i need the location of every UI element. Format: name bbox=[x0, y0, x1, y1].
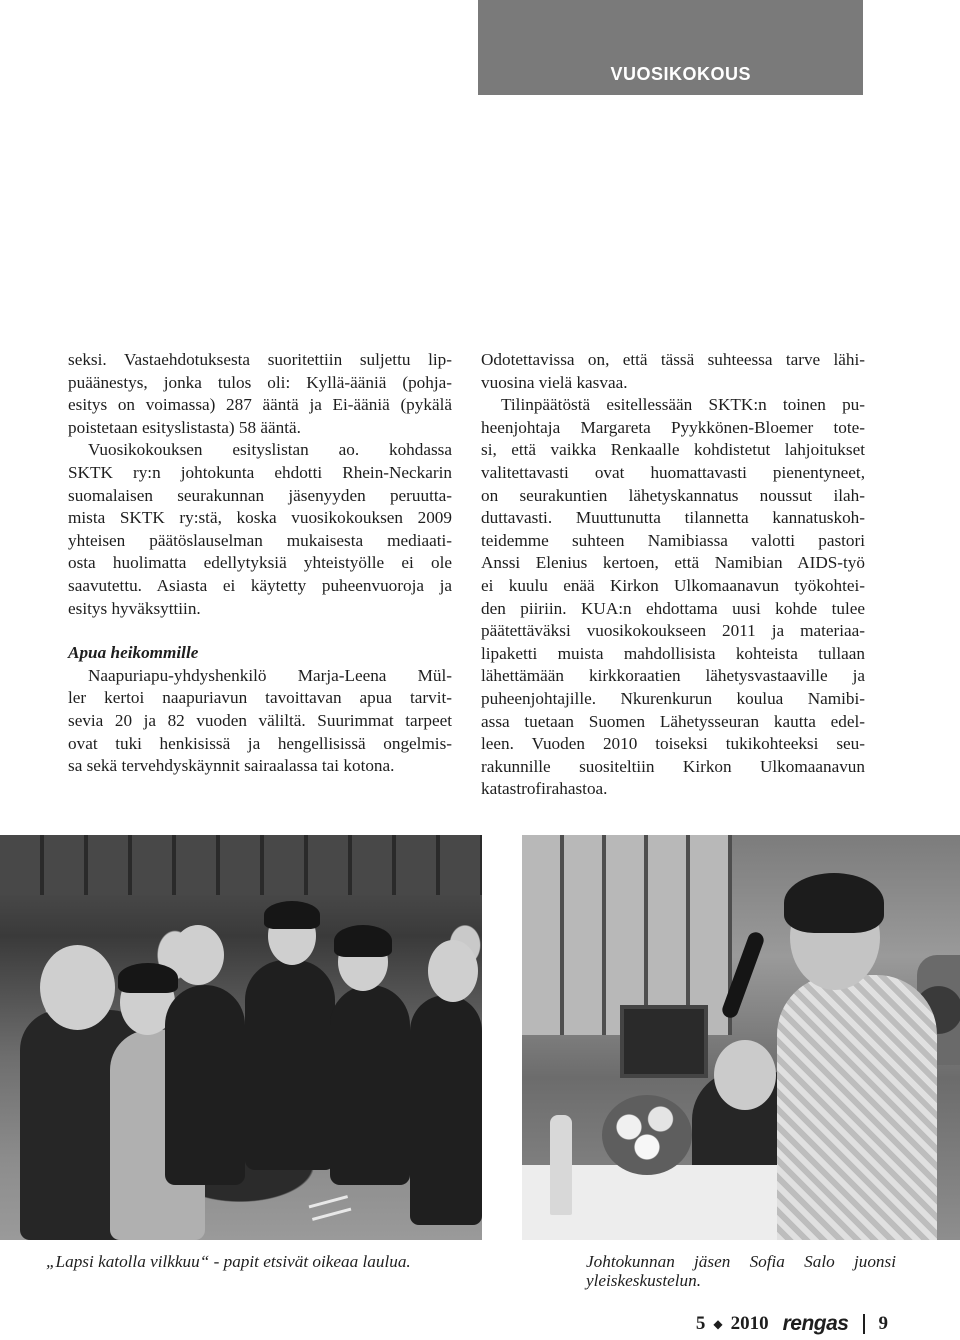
text-line: osta huolimatta edellytyksiä yhteistyölle ei ole bbox=[68, 553, 452, 573]
photo-flowers bbox=[602, 1095, 692, 1175]
photo-person bbox=[410, 995, 482, 1225]
left-column bbox=[68, 349, 452, 778]
text-line: lipaketti muista mahdollisista kohteista tullaan bbox=[481, 643, 865, 663]
text-line: mista SKTK ry:stä, koska vuosikokouksen 2009 bbox=[68, 508, 452, 528]
text-line: Naapuriapu-yhdyshenkilö Marja-Leena Mül- bbox=[88, 665, 452, 685]
magazine-logo: rengas bbox=[782, 1312, 849, 1335]
text-line: heenjohtaja Margareta Pyykkönen-Bloemer tote- bbox=[481, 417, 865, 437]
photo-seated-head bbox=[714, 1040, 776, 1110]
photo-caption-left: „Lapsi katolla vilkkuu“ - papit etsivät oikeaa laulua. bbox=[46, 1252, 411, 1271]
page-number: 9 bbox=[878, 1313, 888, 1334]
text-line: teidemme suhteen Namibiassa valotti pastori bbox=[481, 530, 865, 550]
subheading: Apua heikommille bbox=[68, 643, 199, 663]
floor-marking bbox=[309, 1195, 352, 1221]
text-line: lähettämään kirkkoraatien lähetysvastaaville ja bbox=[481, 666, 865, 686]
text-line: assa tuetaan Suomen Lähetysseuran kautta edel- bbox=[481, 711, 865, 731]
text-line: ler kertoi naapuriavun tavoittavan apua tarvit- bbox=[68, 688, 452, 708]
photo-person bbox=[330, 985, 410, 1185]
text-line: Vuosikokouksen esityslistan ao. kohdassa bbox=[88, 440, 452, 460]
photo-caption-right: Johtokunnan jäsen Sofia Salo juonsi yleiskeskustelun. bbox=[586, 1252, 896, 1290]
text-line: esitys on voimassa) 287 ääntä ja Ei-ääniä (pykälä bbox=[68, 395, 452, 415]
text-line: den piiriin. KUA:n ehdottama uusi kohde tulee bbox=[481, 598, 865, 618]
text-line: SKTK ry:n johtokunta ehdotti Rhein-Neckarin bbox=[68, 462, 452, 482]
text-line: sa sekä tervehdyskäynnit sairaalassa tai kotona. bbox=[68, 756, 395, 776]
diamond-icon: ◆ bbox=[713, 1316, 723, 1331]
photo-person-hair bbox=[334, 925, 392, 957]
text-line: päätettäväksi vuosikokoukseen 2011 ja materiaa- bbox=[481, 621, 865, 641]
text-line: yhteisen päätöslauselman mukaisesta mediaati- bbox=[68, 530, 452, 550]
photo-person-head bbox=[428, 940, 478, 1002]
issue-number: 5 bbox=[695, 1313, 706, 1334]
photo-speaker-hair bbox=[784, 873, 884, 933]
text-line: Odotettavissa on, että tässä suhteessa tarve lähi- bbox=[481, 350, 865, 369]
text-line: sevia 20 ja 82 vuoden väliltä. Suurimmat tarpeet bbox=[68, 710, 452, 730]
text-line: ovat tuki henkisissä ja hengellisissä ongelmis- bbox=[68, 733, 452, 753]
text-line: on seurakuntien lähetyskannatus noussut ilah- bbox=[481, 485, 865, 505]
text-line: Tilinpäätöstä esitellessään SKTK:n toinen pu- bbox=[501, 395, 865, 415]
right-column bbox=[481, 349, 865, 801]
text-line: saavutettu. Asiasta ei käytetty puheenvuoroja ja bbox=[68, 575, 452, 595]
text-line: seksi. Vastaehdotuksesta suoritettiin suljettu lip- bbox=[68, 350, 452, 369]
text-line: vuosina vielä kasvaa. bbox=[481, 372, 628, 392]
text-line: katastrofirahastoa. bbox=[481, 779, 608, 799]
section-tag bbox=[478, 0, 863, 95]
text-line: esitys hyväksyttiin. bbox=[68, 598, 201, 618]
photo-bottle bbox=[550, 1115, 572, 1215]
issue-year: 2010 bbox=[730, 1313, 769, 1334]
text-line: puheenjohtajille. Nkurenkurun koulua Namibi- bbox=[481, 688, 865, 708]
photo-person-hair bbox=[118, 963, 178, 993]
photo-monitor bbox=[620, 1005, 708, 1078]
text-line: valitettavasti ovat huomattavasti pienentyneet, bbox=[481, 462, 865, 482]
text-line: leen. Vuoden 2010 toiseksi tukikohteeksi seu- bbox=[481, 734, 865, 754]
text-line: puäänestys, jonka tulos oli: Kyllä-ääniä (pohja- bbox=[68, 372, 452, 392]
photo-person-hair bbox=[264, 901, 320, 929]
section-title: VUOSIKOKOUS bbox=[610, 64, 751, 84]
text-line: Anssi Elenius kertoen, että Namibian AIDS-työ bbox=[481, 553, 865, 573]
text-line: rakunnille suositeltiin Kirkon Ulkomaanavun bbox=[481, 756, 865, 776]
text-line: si, että vaikka Renkaalle kohdistetut lahjoitukset bbox=[481, 440, 865, 460]
photo-window bbox=[0, 835, 482, 895]
footer-divider bbox=[863, 1314, 865, 1334]
photo-speaker-body bbox=[777, 975, 937, 1240]
photo-person bbox=[165, 985, 245, 1185]
text-line: duttavasti. Muuttunutta tilannetta kannatuskoh- bbox=[481, 508, 865, 528]
text-line: poistetaan esityslistasta) 58 ääntä. bbox=[68, 417, 301, 437]
text-line: suomalaisen seurakunnan jäsenyyden peruutta- bbox=[68, 485, 452, 505]
photo-person-head bbox=[40, 945, 115, 1030]
text-line: ei kuulu enää Kirkon Ulkomaanavun työkohtei- bbox=[481, 575, 865, 595]
page-footer bbox=[696, 1312, 888, 1336]
photo-person bbox=[245, 960, 335, 1170]
photo-group-discussion bbox=[0, 835, 482, 1240]
photo-person-head bbox=[172, 925, 224, 985]
photo-speaker bbox=[522, 835, 960, 1240]
